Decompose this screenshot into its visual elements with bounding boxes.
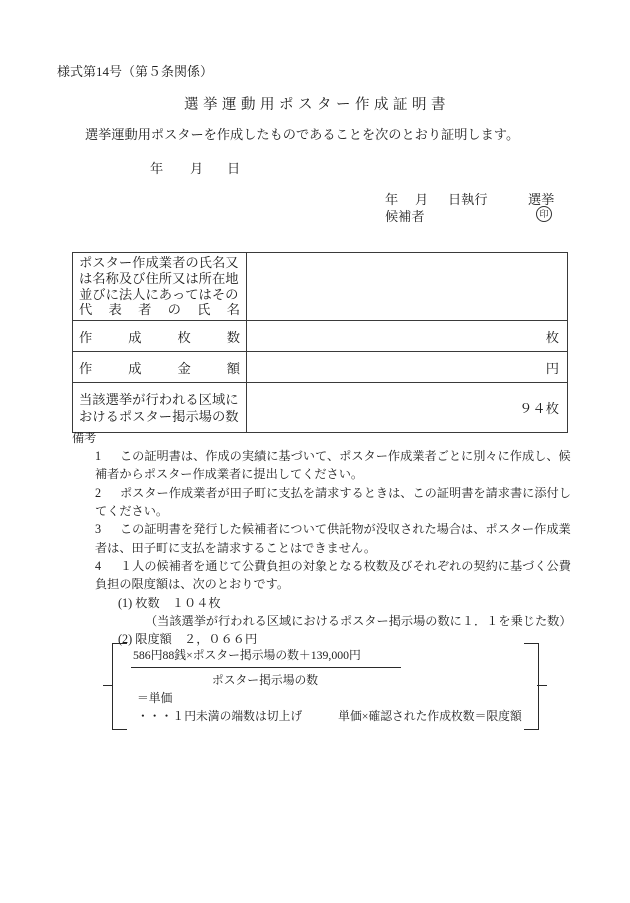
sheet-count-label-cell: 作成枚数	[73, 321, 247, 352]
form-number: 様式第14号（第５条関係）	[57, 64, 214, 79]
date-month-label: 月	[190, 161, 204, 176]
formula-denominator: ポスター掲示場の数	[211, 673, 319, 687]
remark-line: 補者からポスター作成業者に提出してください。	[95, 467, 364, 482]
maker-name-value-cell	[247, 253, 568, 321]
intro-text: 選挙運動用ポスターを作成したものであることを次のとおり証明します。	[85, 127, 520, 142]
formula-right-bracket	[524, 643, 539, 730]
board-count-value-cell: ９４枚	[247, 383, 568, 433]
remark-line: 3 この証明書を発行した候補者について供託物が没収された場合は、ポスター作成業	[95, 522, 571, 537]
remarks-list	[95, 447, 585, 649]
amount-value-cell: 円	[247, 352, 568, 383]
remarks-heading: 備考	[72, 431, 97, 445]
formula-left-bracket	[112, 643, 127, 730]
table-row-maker-name	[73, 253, 568, 321]
remark-line: 負担の限度額は、次のとおりです。	[95, 577, 290, 592]
remark-line: 2 ポスター作成業者が田子町に支払を請求するときは、この証明書を請求書に添付し	[95, 485, 571, 500]
formula-left-bracket-tick	[103, 685, 113, 686]
remark-line: てください。	[95, 504, 169, 519]
formula-numerator: 586円88銭×ポスター掲示場の数＋139,000円	[131, 646, 401, 668]
date-year-label: 年	[150, 161, 164, 176]
table-row-sheet-count	[73, 321, 568, 352]
remark-line-multiplier-note: （当該選挙が行われる区域におけるポスター掲示場の数に１．１を乗じた数）	[145, 614, 572, 629]
candidate-label: 候補者	[385, 209, 425, 224]
page-title: 選挙運動用ポスター作成証明書	[184, 97, 450, 113]
election-label: 選挙	[528, 192, 555, 207]
formula-unit-price: ＝単価	[137, 691, 173, 705]
remark-line-limit-amount: (2) 限度額 ２，０６６円	[118, 632, 258, 647]
table-row-board-count	[73, 383, 568, 433]
certificate-table	[72, 252, 568, 433]
execution-year-label: 年	[385, 192, 399, 207]
formula-right-bracket-tick	[537, 685, 547, 686]
remark-line: 1 この証明書は、作成の実績に基づいて、ポスター作成業者ごとに別々に作成し、候	[95, 449, 571, 463]
board-count-label-cell: 当該選挙が行われる区域に おけるポスター掲示場の数	[73, 383, 247, 433]
date-day-label: 日	[227, 161, 241, 176]
maker-name-label-cell: ポスター作成業者の氏名又 は名称及び住所又は所在地 並びに法人にあってはその 代表者の氏名	[73, 253, 247, 321]
sheet-count-value-cell: 枚	[247, 321, 568, 352]
formula-limit-equation: 単価×確認された作成枚数＝限度額	[338, 709, 522, 723]
execution-day-label: 日執行	[448, 192, 488, 207]
formula-rounding-note: ・・・１円未満の端数は切上げ 単価×確認された作成枚数＝限度額	[137, 709, 522, 723]
amount-label-cell: 作成金額	[73, 352, 247, 383]
table-row-amount	[73, 352, 568, 383]
execution-month-label: 月	[415, 192, 429, 207]
remark-line: 者は、田子町に支払を請求することはできません。	[95, 540, 377, 555]
remark-line-sheet-count: (1) 枚数 １０４枚	[118, 595, 221, 610]
remark-line: 4 １人の候補者を通じて公費負担の対象となる枚数及びそれぞれの契約に基づく公費	[95, 559, 571, 574]
seal-stamp-icon: 印	[536, 206, 552, 222]
